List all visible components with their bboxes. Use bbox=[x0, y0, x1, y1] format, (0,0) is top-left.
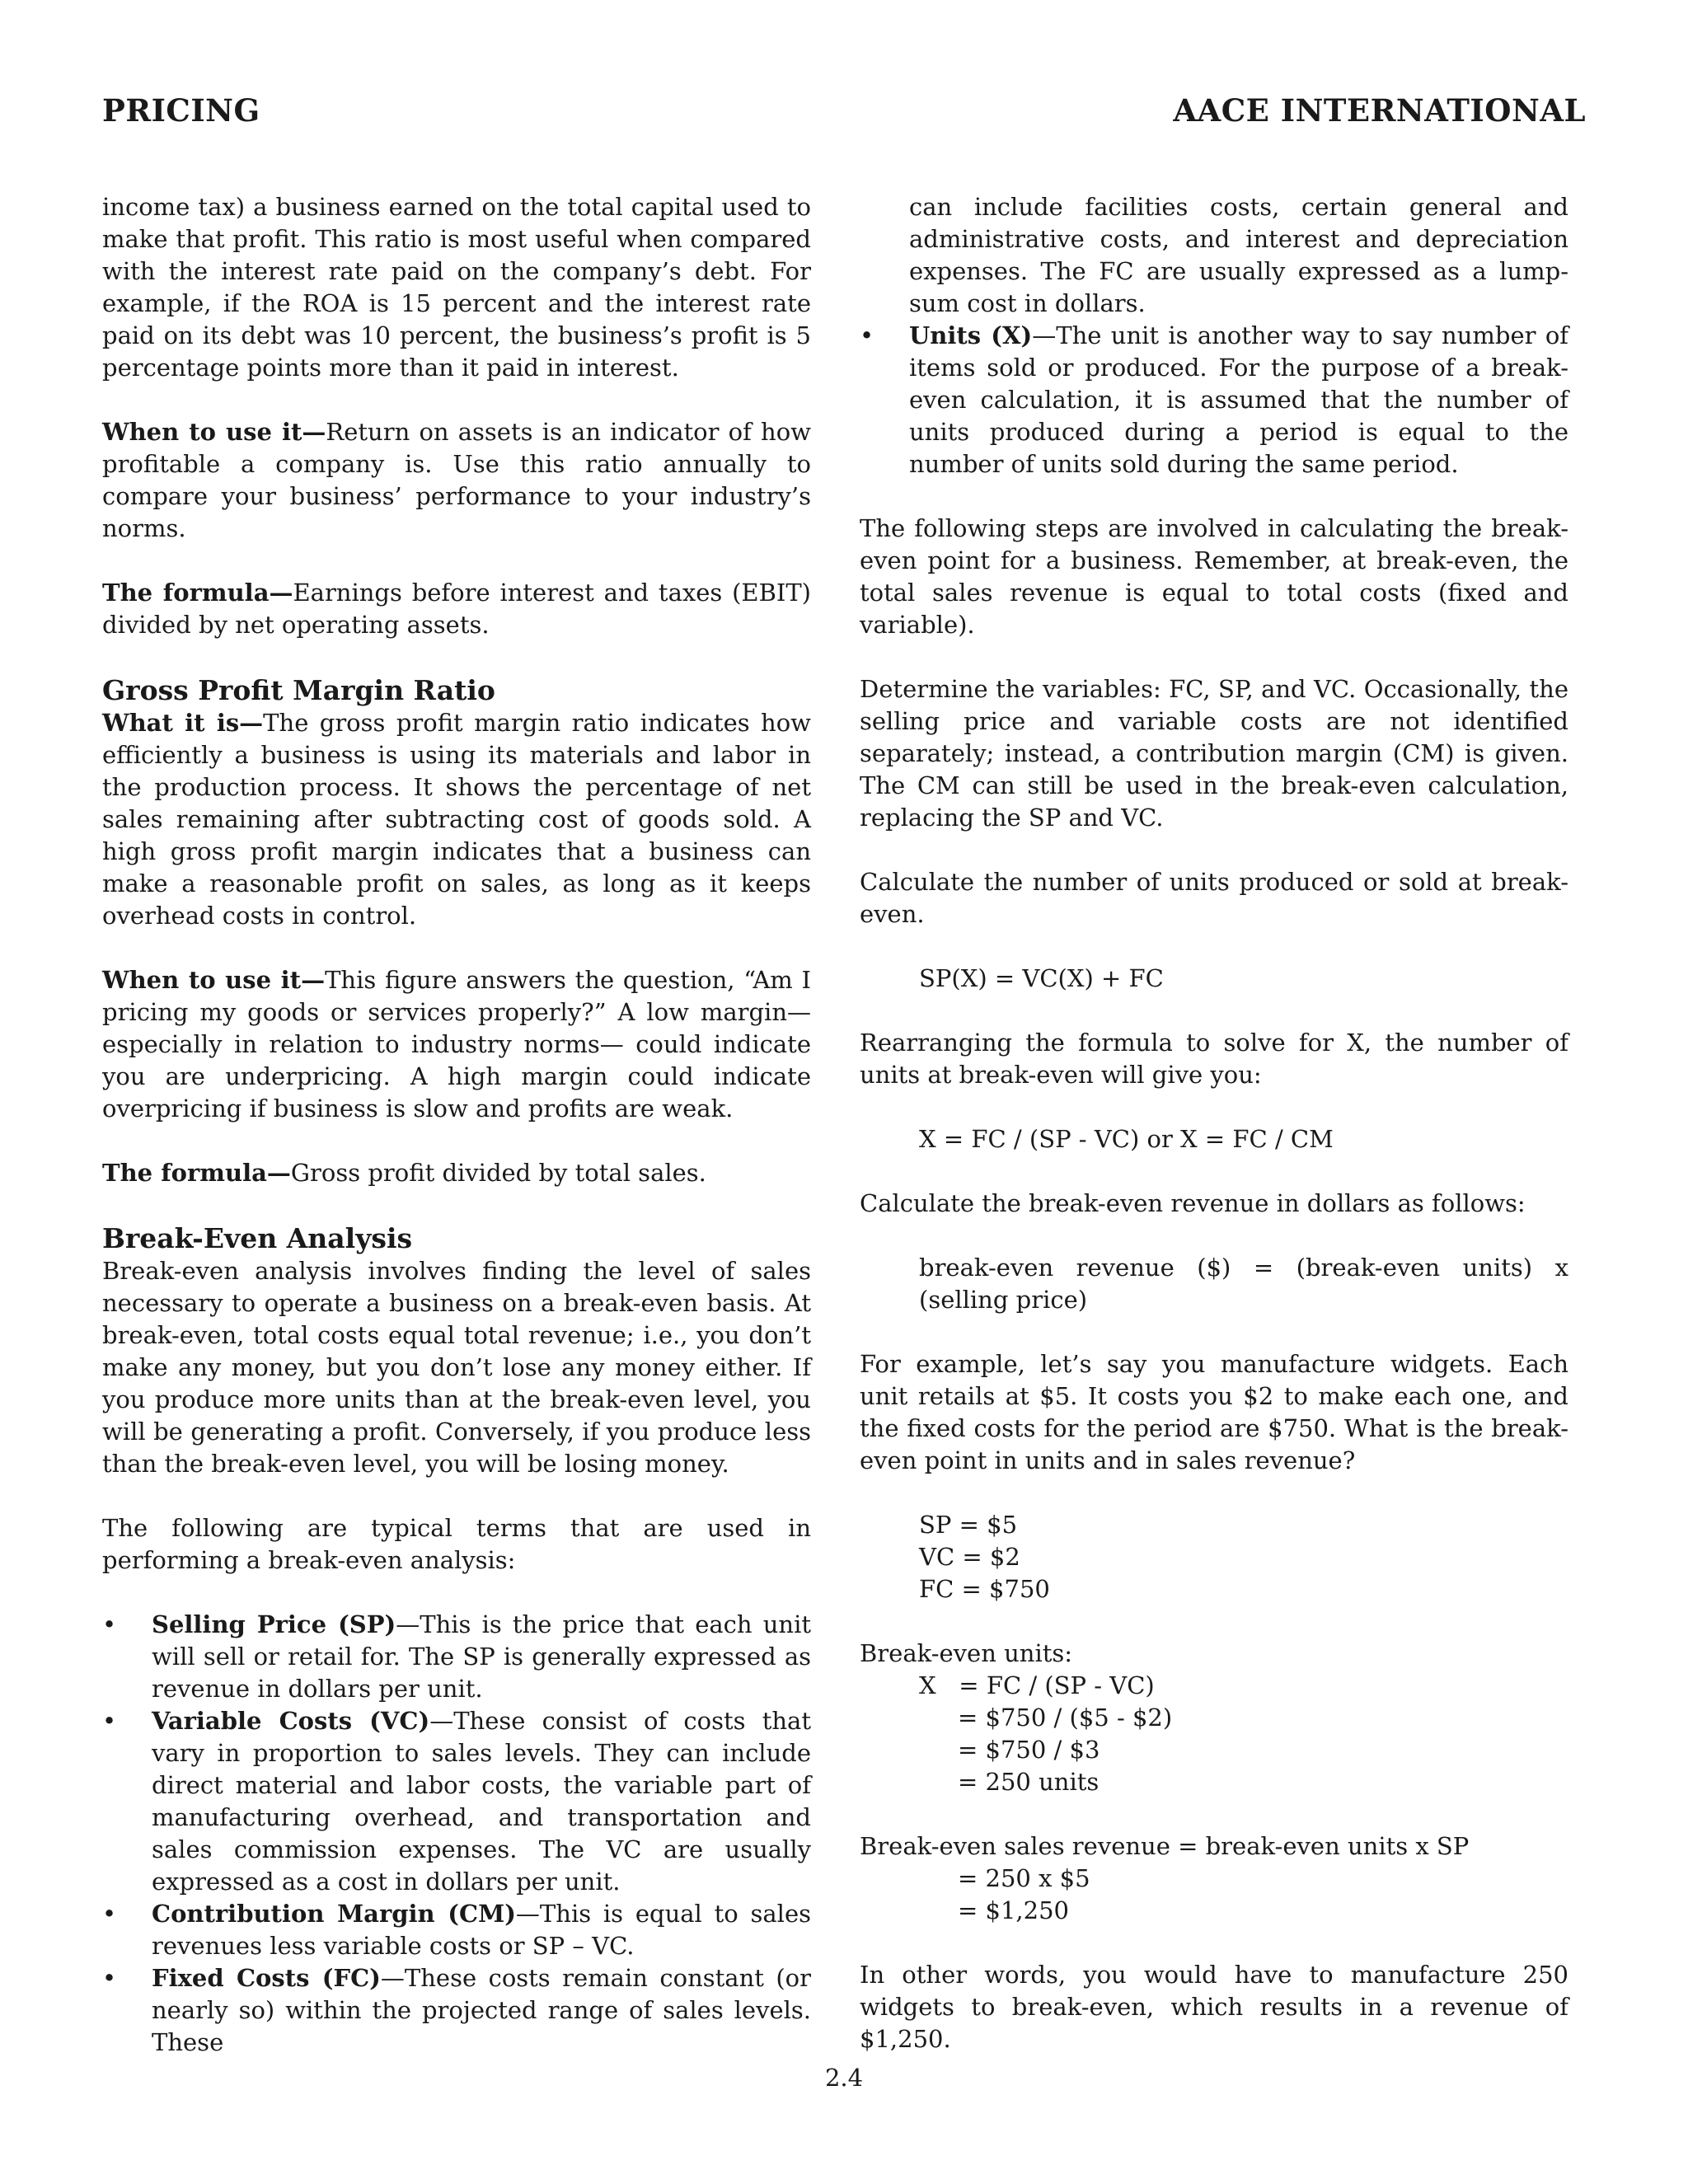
gross-profit-margin-heading: Gross Profit Margin Ratio bbox=[102, 674, 495, 706]
fc-continued-text: can include facilities costs, certain general and administrative costs, and interest and depreciation expenses. The FC are usually expressed as a lump-sum cost in dollars. bbox=[909, 193, 1568, 317]
term-text: —The unit is another way to say number of items sold or produced. For the purpose of a break-even calculation, it is assumed that the number of units produced during a period is equal to the number of units sold during the same period. bbox=[909, 321, 1569, 478]
terms-list bbox=[102, 1609, 811, 2059]
bullet-icon: • bbox=[102, 1707, 117, 1735]
bullet-icon: • bbox=[860, 321, 874, 349]
gpm-formula-paragraph bbox=[102, 1157, 811, 1189]
be-units-step: = $750 / ($5 - $2) bbox=[958, 1704, 1173, 1732]
right-column bbox=[860, 191, 1568, 2088]
conclusion-paragraph: In other words, you would have to manufacture 250 widgets to break-even, which results in a revenue of $1,250. bbox=[860, 1961, 1568, 2053]
roa-continued-paragraph: income tax) a business earned on the total capital used to make that profit. This ratio is most useful when compared with the interest rate paid on the company’s debt. For example, if the ROA is 15 percent and the interest rate paid on its debt was 10 percent, the business’s profit is 5 percentage points more than it paid in interest. bbox=[102, 193, 811, 382]
be-revenue-step: = 250 x $5 bbox=[958, 1864, 1090, 1892]
bullet-icon: • bbox=[102, 1964, 117, 1992]
header-organization: AACE INTERNATIONAL bbox=[1173, 92, 1586, 129]
roa-formula-text: Earnings before interest and taxes (EBIT) divided by net operating assets. bbox=[102, 579, 811, 639]
left-column bbox=[102, 191, 811, 2059]
term-text: —These costs remain constant (or nearly so) within the projected range of sales levels. These bbox=[152, 1964, 812, 2056]
gpm-when-label: When to use it— bbox=[102, 966, 326, 994]
steps-intro-paragraph: The following steps are involved in calculating the break-even point for a business. Remember, at break-even, the total sales revenue is equal to total costs (fixed and variable). bbox=[860, 514, 1568, 639]
formula-sp-vc-fc: SP(X) = VC(X) + FC bbox=[919, 964, 1164, 992]
term-name: Fixed Costs (FC) bbox=[152, 1964, 381, 1992]
term-selling-price bbox=[102, 1609, 811, 1705]
gpm-formula-label: The formula— bbox=[102, 1159, 291, 1187]
given-fc: FC = $750 bbox=[919, 1575, 1050, 1603]
break-even-revenue-calculation bbox=[860, 1830, 1568, 1927]
break-even-units-calculation bbox=[860, 1638, 1568, 1798]
be-units-step: = $750 / $3 bbox=[958, 1736, 1100, 1764]
determine-variables-paragraph: Determine the variables: FC, SP, and VC. Occasionally, the selling price and variable costs are not identified separately; instead, a contribution margin (CM) is given. The CM can still be used in the break-even calculation, replacing the SP and VC. bbox=[860, 675, 1568, 832]
term-name: Selling Price (SP) bbox=[152, 1610, 396, 1638]
term-fixed-costs bbox=[102, 1962, 811, 2059]
gpm-when-text: This figure answers the question, “Am I pricing my goods or services properly?” A low margin— especially in relation to industry norms— could indicate you are underpricing. A high margin could indicate overpricing if business is slow and profits are weak. bbox=[102, 966, 811, 1122]
gpm-formula-text: Gross profit divided by total sales. bbox=[290, 1159, 706, 1187]
term-contribution-margin bbox=[102, 1898, 811, 1962]
term-name: Variable Costs (VC) bbox=[152, 1707, 430, 1735]
term-text: —This is the price that each unit will sell or retail for. The SP is generally expressed as revenue in dollars per unit. bbox=[152, 1610, 812, 1703]
page-number: 2.4 bbox=[824, 2064, 864, 2092]
roa-when-label: When to use it— bbox=[102, 418, 326, 446]
be-revenue-step: = $1,250 bbox=[958, 1896, 1069, 1924]
term-text: —This is equal to sales revenues less variable costs or SP – VC. bbox=[152, 1900, 811, 1960]
example-givens bbox=[860, 1509, 1568, 1605]
bullet-icon: • bbox=[102, 1610, 117, 1638]
break-even-analysis-heading: Break-Even Analysis bbox=[102, 1222, 413, 1254]
roa-when-to-use-paragraph bbox=[102, 416, 811, 545]
be-units-first-line: X = FC / (SP - VC) bbox=[919, 1671, 1155, 1699]
term-name: Contribution Margin (CM) bbox=[152, 1900, 516, 1928]
gpm-when-to-use-paragraph bbox=[102, 964, 811, 1125]
roa-when-text: Return on assets is an indicator of how profitable a company is. Use this ratio annually to compare your business’ performance to your industry’s norms. bbox=[102, 418, 811, 542]
header-section-title: PRICING bbox=[102, 92, 260, 129]
bullet-icon: • bbox=[102, 1900, 117, 1928]
be-units-step: = 250 units bbox=[958, 1768, 1100, 1796]
term-units bbox=[860, 320, 1568, 480]
terms-intro-paragraph: The following are typical terms that are used in performing a break-even analysis: bbox=[102, 1514, 811, 1574]
rearrange-paragraph: Rearranging the formula to solve for X, the number of units at break-even will give you: bbox=[860, 1029, 1568, 1089]
gpm-what-text: The gross profit margin ratio indicates how efficiently a business is using its materials and labor in the production process. It shows the percentage of net sales remaining after subtracting cost of goods sold. A high gross profit margin indicates that a business can make a reasonable profit on sales, as long as it keeps overhead costs in control. bbox=[102, 709, 811, 930]
example-paragraph: For example, let’s say you manufacture widgets. Each unit retails at $5. It costs you $2 to make each one, and the fixed costs for the period are $750. What is the break-even point in units and in sales revenue? bbox=[860, 1350, 1568, 1474]
units-term-list bbox=[860, 320, 1568, 480]
fixed-costs-continued bbox=[860, 191, 1568, 320]
given-vc: VC = $2 bbox=[919, 1543, 1020, 1571]
be-revenue-label: Break-even sales revenue = break-even units x SP bbox=[860, 1832, 1470, 1860]
be-units-label: Break-even units: bbox=[860, 1639, 1073, 1667]
given-sp: SP = $5 bbox=[919, 1511, 1018, 1539]
calc-units-paragraph: Calculate the number of units produced or sold at break-even. bbox=[860, 868, 1568, 928]
calc-revenue-paragraph: Calculate the break-even revenue in dollars as follows: bbox=[860, 1189, 1526, 1217]
term-variable-costs bbox=[102, 1705, 811, 1898]
break-even-intro-paragraph: Break-even analysis involves finding the level of sales necessary to operate a business on a break-even basis. At break-even, total costs equal total revenue; i.e., you don’t make any money, but you don’t lose any money either. If you produce more units than at the break-even level, you will be generating a profit. Conversely, if you produce less than the break-even level, you will be losing money. bbox=[102, 1257, 811, 1478]
term-name: Units (X) bbox=[909, 321, 1033, 349]
term-text: —These consist of costs that vary in proportion to sales levels. They can include direct material and labor costs, the variable part of manufacturing overhead, and transportation and sales commission expenses. The VC are usually expressed as a cost in dollars per unit. bbox=[152, 1707, 811, 1896]
gpm-what-it-is-paragraph bbox=[102, 707, 811, 932]
formula-break-even-revenue: break-even revenue ($) = (break-even units) x (selling price) bbox=[919, 1254, 1568, 1314]
formula-x: X = FC / (SP - VC) or X = FC / CM bbox=[919, 1125, 1334, 1153]
gpm-what-label: What it is— bbox=[102, 709, 264, 737]
roa-formula-paragraph bbox=[102, 577, 811, 641]
running-header bbox=[102, 92, 1586, 142]
roa-formula-label: The formula— bbox=[102, 579, 293, 607]
